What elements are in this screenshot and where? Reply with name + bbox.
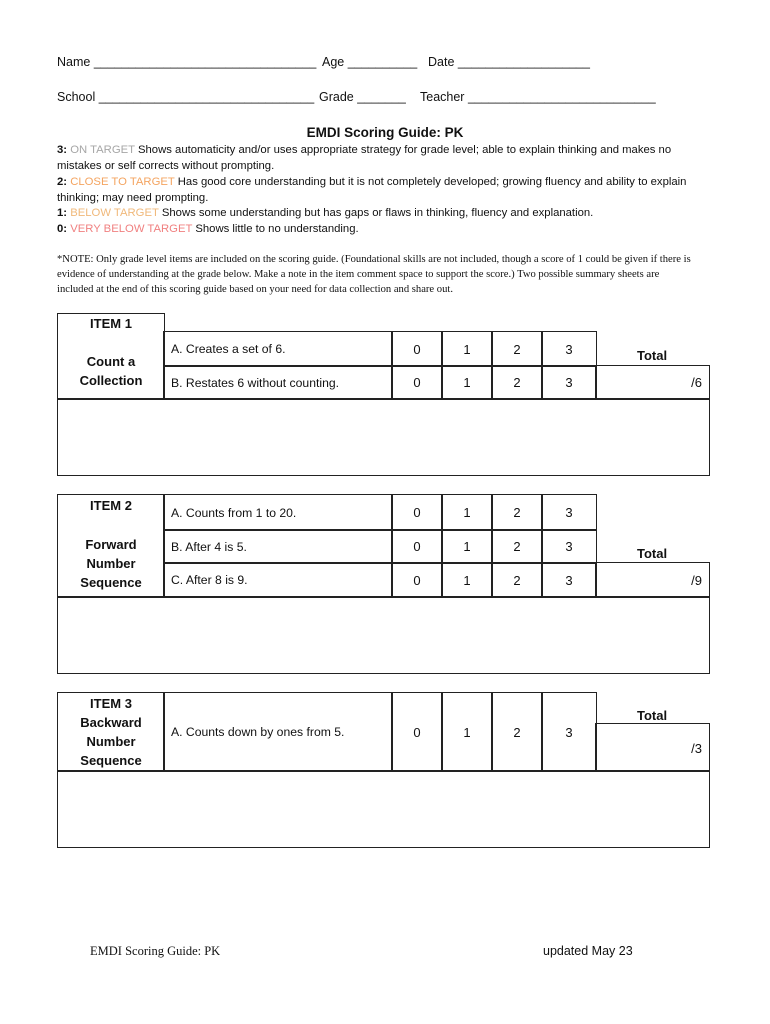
level-2-tag: CLOSE TO TARGET: [70, 176, 175, 188]
score-0-option[interactable]: 0: [391, 529, 443, 564]
item-3-name: Backward Number Sequence: [80, 715, 142, 768]
item-2-comment-box[interactable]: [57, 596, 710, 674]
score-2-option[interactable]: 2: [491, 494, 543, 531]
footer-updated: updated May 23: [543, 944, 633, 958]
level-0: [57, 222, 697, 238]
level-3: [57, 143, 697, 175]
item-2-criterion-a: A. Counts from 1 to 20.: [163, 494, 393, 531]
item-3-max-score: /3: [691, 741, 702, 756]
item-3-criterion-a: A. Counts down by ones from 5.: [163, 692, 393, 772]
score-1-option[interactable]: 1: [441, 331, 493, 367]
score-0-option[interactable]: 0: [391, 562, 443, 598]
item-1-criterion-a: A. Creates a set of 6.: [163, 331, 393, 367]
item-1-name: Count a Collection: [79, 354, 143, 388]
item-1-comment-box[interactable]: [57, 398, 710, 476]
school-field[interactable]: School _______________________________: [57, 90, 315, 104]
score-3-option[interactable]: 3: [541, 494, 597, 531]
score-0-option[interactable]: 0: [391, 331, 443, 367]
level-2: [57, 175, 697, 207]
score-0-option[interactable]: 0: [391, 692, 443, 772]
item-2-total-label: Total: [637, 546, 668, 561]
item-2-max-score: /9: [691, 573, 702, 588]
level-3-text: Shows automaticity and/or uses appropriate strategy for grade level; able to explain thinking and makes no mistakes or self corrects without prompting.: [57, 144, 672, 172]
score-1-option[interactable]: 1: [441, 529, 493, 564]
level-0-text: Shows little to no understanding.: [195, 223, 359, 235]
item-1-total-label: Total: [637, 348, 668, 363]
age-field[interactable]: Age __________: [322, 55, 418, 69]
level-1: [57, 206, 697, 222]
note: *NOTE: Only grade level items are included on the scoring guide. (Foundational skills are not included, though a score of 1 could be given if there is evidence of understanding at the grade below. Make a note in the item comment space to support the score.) Two possible summary sheets are included at the end of this scoring guide based on your need for data collection and share out.: [57, 254, 691, 295]
item-1-criterion-b: B. Restates 6 without counting.: [163, 365, 393, 400]
level-0-tag: VERY BELOW TARGET: [70, 223, 193, 235]
page-title: EMDI Scoring Guide: PK: [306, 125, 464, 140]
item-3-comment-box[interactable]: [57, 770, 710, 848]
level-2-number: 2:: [57, 176, 68, 188]
score-2-option[interactable]: 2: [491, 331, 543, 367]
date-field[interactable]: Date ___________________: [428, 55, 590, 69]
score-1-option[interactable]: 1: [441, 562, 493, 598]
item-1-max-score: /6: [691, 375, 702, 390]
score-3-option[interactable]: 3: [541, 562, 597, 598]
item-2-name: Forward Number Sequence: [80, 537, 142, 590]
footer-title: EMDI Scoring Guide: PK: [90, 944, 221, 958]
score-2-option[interactable]: 2: [491, 692, 543, 772]
level-1-number: 1:: [57, 207, 68, 219]
score-3-option[interactable]: 3: [541, 692, 597, 772]
score-3-option[interactable]: 3: [541, 529, 597, 564]
item-3-total-label: Total: [637, 708, 668, 723]
score-2-option[interactable]: 2: [491, 529, 543, 564]
score-3-option[interactable]: 3: [541, 365, 597, 400]
score-3-option[interactable]: 3: [541, 331, 597, 367]
item-2-criterion-b: B. After 4 is 5.: [163, 529, 393, 564]
score-0-option[interactable]: 0: [391, 365, 443, 400]
name-field[interactable]: Name ________________________________: [57, 55, 317, 69]
score-1-option[interactable]: 1: [441, 494, 493, 531]
score-1-option[interactable]: 1: [441, 692, 493, 772]
level-3-tag: ON TARGET: [70, 144, 135, 156]
score-2-option[interactable]: 2: [491, 365, 543, 400]
level-0-number: 0:: [57, 223, 68, 235]
item-3-heading: ITEM 3: [90, 696, 132, 711]
item-2-heading: ITEM 2: [90, 498, 132, 513]
level-1-text: Shows some understanding but has gaps or flaws in thinking, fluency and explanation.: [161, 207, 594, 219]
level-3-number: 3:: [57, 144, 68, 156]
score-2-option[interactable]: 2: [491, 562, 543, 598]
score-0-option[interactable]: 0: [391, 494, 443, 531]
teacher-field[interactable]: Teacher ___________________________: [420, 90, 656, 104]
score-1-option[interactable]: 1: [441, 365, 493, 400]
grade-field[interactable]: Grade _______: [319, 90, 406, 104]
item-2-criterion-c: C. After 8 is 9.: [163, 562, 393, 598]
item-1-heading: ITEM 1: [90, 316, 132, 331]
level-2-text: Has good core understanding but it is not completely developed; growing fluency and ability to explain thinking; may need prompting.: [57, 176, 687, 204]
level-1-tag: BELOW TARGET: [70, 207, 159, 219]
